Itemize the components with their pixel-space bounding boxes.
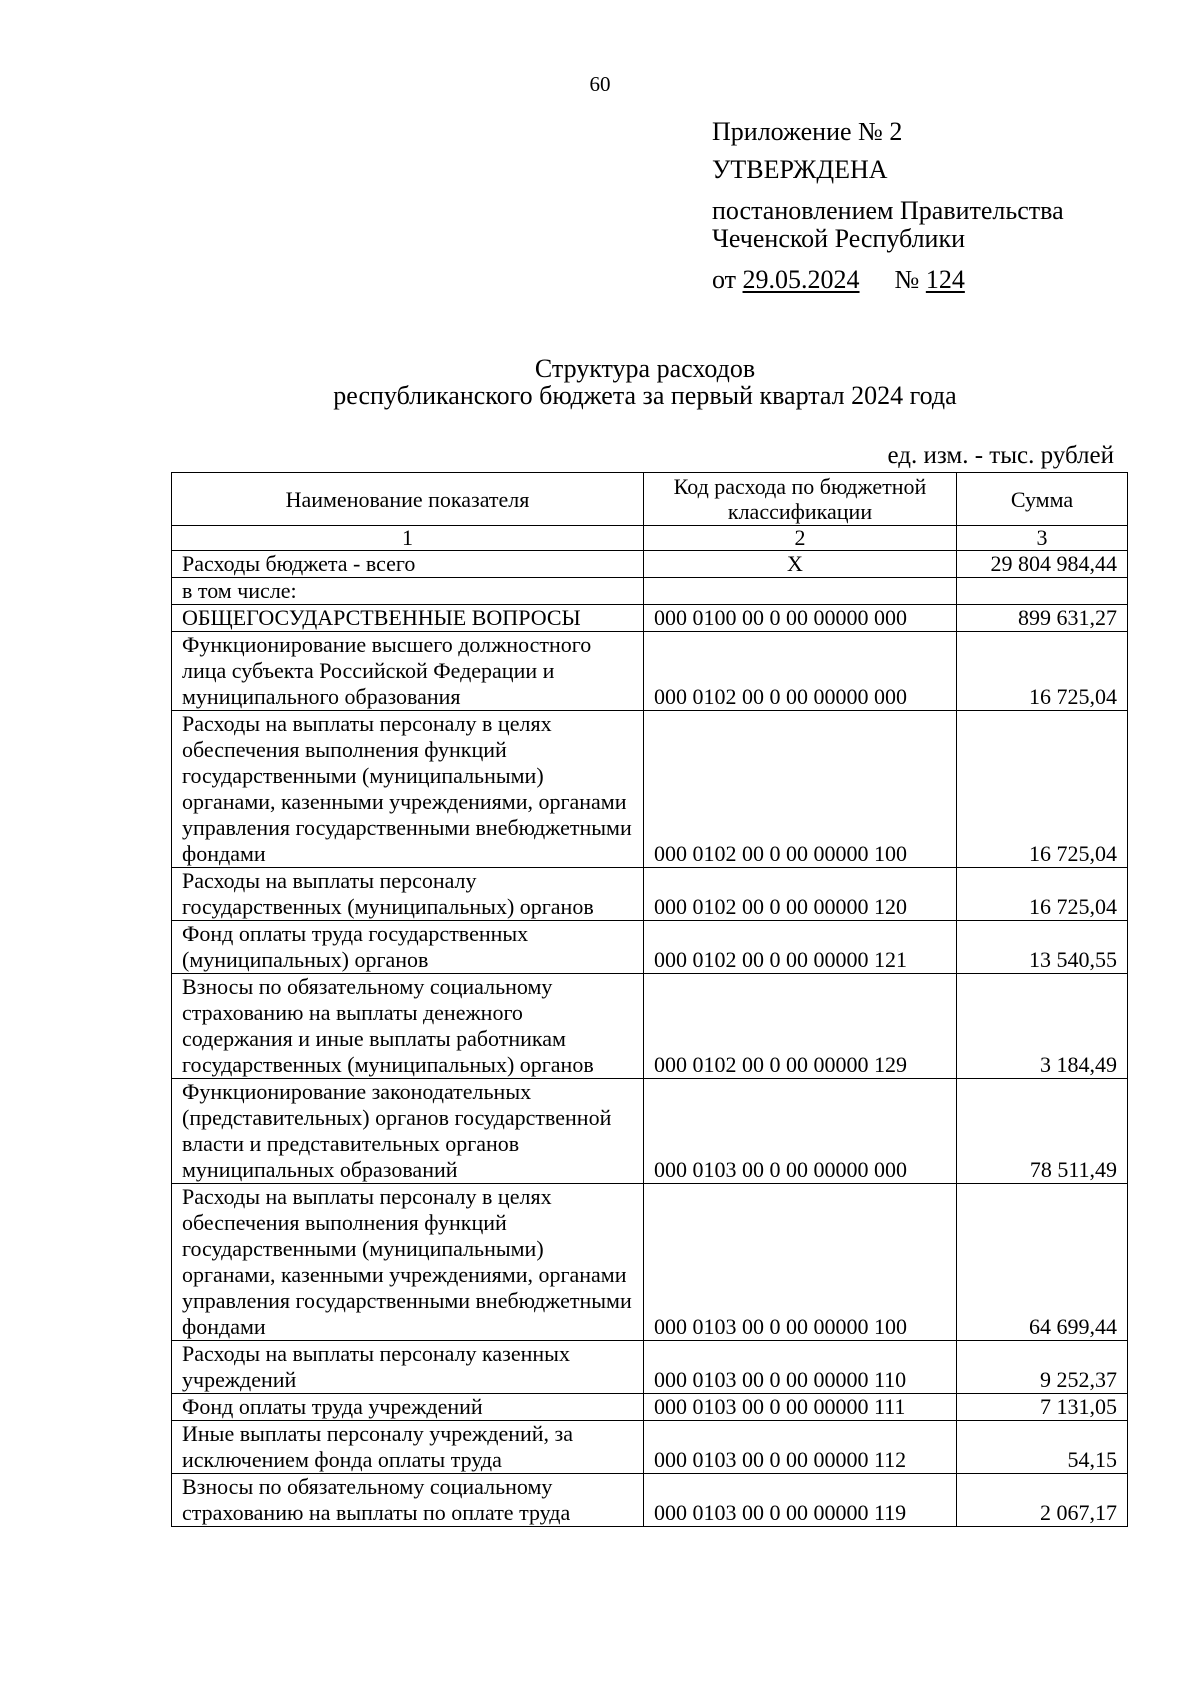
row-name: Расходы на выплаты персоналу в целях обеспечения выполнения функций государственными (муниципальными) органами, казенными учреждениями, органами управления государственными внебюджетными фондами [172, 711, 644, 868]
row-code: 000 0102 00 0 00 00000 121 [644, 921, 957, 974]
row-code: 000 0102 00 0 00 00000 000 [644, 632, 957, 711]
row-amount: 2 067,17 [957, 1474, 1128, 1527]
row-code: 000 0103 00 0 00 00000 110 [644, 1341, 957, 1394]
row-code: 000 0103 00 0 00 00000 000 [644, 1079, 957, 1184]
row-name: Иные выплаты персоналу учреждений, за исключением фонда оплаты труда [172, 1421, 644, 1474]
row-name: Расходы на выплаты персоналу в целях обеспечения выполнения функций государственными (муниципальными) органами, казенными учреждениями, органами управления государственными внебюджетными фондами [172, 1184, 644, 1341]
column-number-row [172, 526, 1128, 551]
title-line-1: Структура расходов [534, 354, 756, 383]
row-code: 000 0103 00 0 00 00000 119 [644, 1474, 957, 1527]
row-amount: 54,15 [957, 1421, 1128, 1474]
decree-date-line [712, 266, 1064, 294]
row-amount: 16 725,04 [957, 868, 1128, 921]
date-prefix: от [712, 265, 737, 294]
row-code: X [644, 551, 957, 578]
row-amount: 64 699,44 [957, 1184, 1128, 1341]
row-amount: 78 511,49 [957, 1079, 1128, 1184]
table-row [172, 1079, 1128, 1184]
row-name: Функционирование высшего должностного лица субъекта Российской Федерации и муниципального образования [172, 632, 644, 711]
table-row [172, 1184, 1128, 1341]
row-name: Фонд оплаты труда учреждений [172, 1394, 644, 1421]
row-name: ОБЩЕГОСУДАРСТВЕННЫЕ ВОПРОСЫ [172, 605, 644, 632]
decree-line-2: Чеченской Республики [712, 224, 966, 253]
table-row [172, 974, 1128, 1079]
appendix-label: Приложение № 2 [712, 117, 903, 146]
table-row [172, 1474, 1128, 1527]
row-name: Функционирование законодательных (представительных) органов государственной власти и представительных органов муниципальных образований [172, 1079, 644, 1184]
column-number: 1 [172, 526, 644, 551]
approved-label: УТВЕРЖДЕНА [712, 155, 888, 184]
document-title [0, 355, 1200, 409]
table-header-row [172, 473, 1128, 526]
row-name: Взносы по обязательному социальному страхованию на выплаты по оплате труда [172, 1474, 644, 1527]
row-amount: 16 725,04 [957, 632, 1128, 711]
header-amount: Сумма [957, 473, 1128, 526]
row-amount: 899 631,27 [957, 605, 1128, 632]
row-code: 000 0103 00 0 00 00000 112 [644, 1421, 957, 1474]
table-row [172, 1421, 1128, 1474]
decree-line-1: постановлением Правительства [712, 196, 1064, 225]
row-name: в том числе: [172, 578, 644, 605]
row-name: Взносы по обязательному социальному страхованию на выплаты денежного содержания и иные выплаты работникам государственных (муниципальных) органов [172, 974, 644, 1079]
decree-number: 124 [925, 265, 965, 294]
header-name: Наименование показателя [172, 473, 644, 526]
unit-note: ед. изм. - тыс. рублей [887, 442, 1114, 469]
row-name: Расходы на выплаты персоналу казенных учреждений [172, 1341, 644, 1394]
row-name: Расходы бюджета - всего [172, 551, 644, 578]
table-row [172, 632, 1128, 711]
table-row [172, 578, 1128, 605]
column-number: 2 [644, 526, 957, 551]
table-row [172, 605, 1128, 632]
table-row [172, 1394, 1128, 1421]
row-code: 000 0103 00 0 00 00000 100 [644, 1184, 957, 1341]
number-prefix: № [894, 265, 920, 294]
row-amount [957, 578, 1128, 605]
decree-date: 29.05.2024 [742, 265, 860, 294]
row-name: Фонд оплаты труда государственных (муниципальных) органов [172, 921, 644, 974]
row-name: Расходы на выплаты персоналу государственных (муниципальных) органов [172, 868, 644, 921]
row-code: 000 0102 00 0 00 00000 100 [644, 711, 957, 868]
row-amount: 7 131,05 [957, 1394, 1128, 1421]
row-code: 000 0102 00 0 00 00000 120 [644, 868, 957, 921]
row-amount: 29 804 984,44 [957, 551, 1128, 578]
header-code: Код расхода по бюджетной классификации [644, 473, 957, 526]
page-number: 60 [589, 72, 611, 96]
budget-table [171, 472, 1128, 1527]
row-code: 000 0103 00 0 00 00000 111 [644, 1394, 957, 1421]
row-amount: 16 725,04 [957, 711, 1128, 868]
row-code: 000 0102 00 0 00 00000 129 [644, 974, 957, 1079]
row-amount: 3 184,49 [957, 974, 1128, 1079]
row-amount: 13 540,55 [957, 921, 1128, 974]
approval-block [712, 118, 1064, 294]
row-amount: 9 252,37 [957, 1341, 1128, 1394]
table-row [172, 921, 1128, 974]
table-row [172, 1341, 1128, 1394]
title-line-2: республиканского бюджета за первый квартал 2024 года [333, 381, 957, 410]
table-row [172, 868, 1128, 921]
row-code [644, 578, 957, 605]
column-number: 3 [957, 526, 1128, 551]
row-code: 000 0100 00 0 00 00000 000 [644, 605, 957, 632]
table-row [172, 711, 1128, 868]
table-row [172, 551, 1128, 578]
